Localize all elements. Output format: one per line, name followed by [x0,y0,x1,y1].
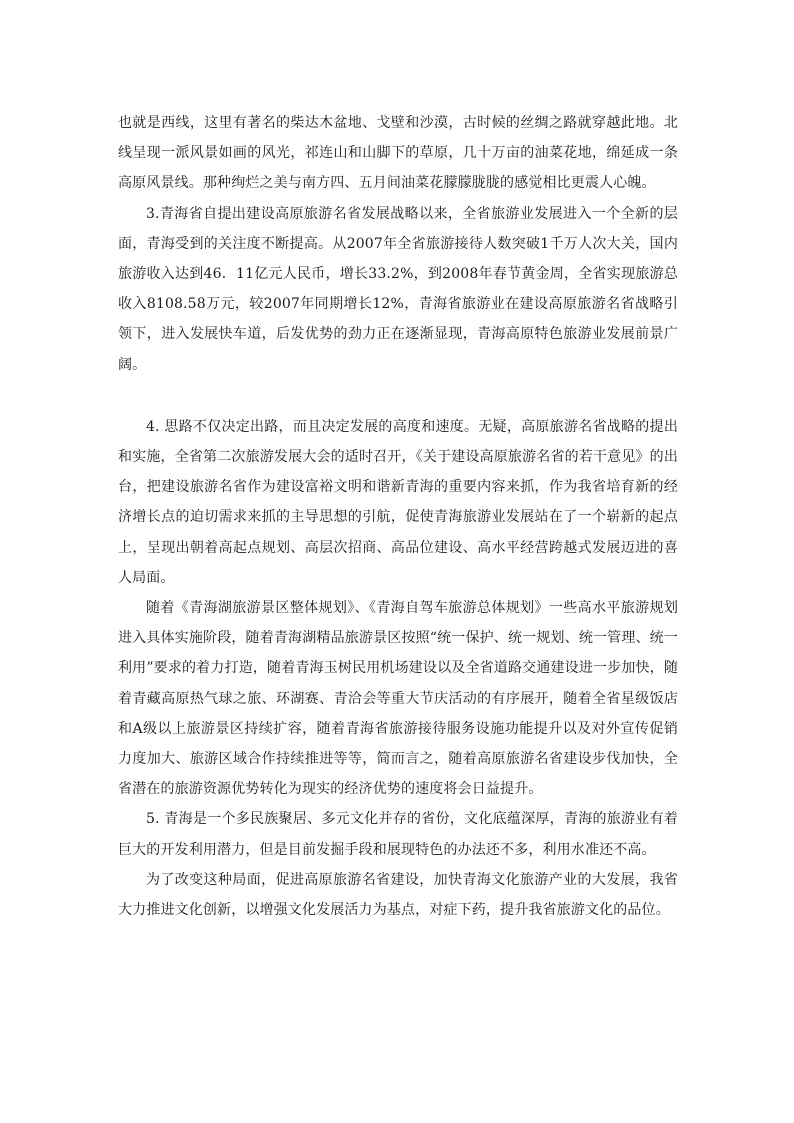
blank-line [118,380,678,412]
document-body [118,108,678,925]
paragraph-west-north-routes: 也就是西线，这里有著名的柴达木盆地、戈壁和沙漠，古时候的丝绸之路就穿越此地。北线呈现一派风景如画的风光，祁连山和山脚下的草原，几十万亩的油菜花地，绵延成一条高原风景线。那种绚烂之美与南方四、五月间油菜花朦朦胧胧的感觉相比更震人心魄。 [118,115,678,192]
paragraph-point-5-culture: 5. 青海是一个多民族聚居、多元文化并存的省份，文化底蕴深厚，青海的旅游业有着巨大的开发利用潜力，但是目前发掘手段和展现特色的办法还不多，利用水准还不高。 [118,811,678,858]
paragraph-planning-progress: 随着《青海湖旅游景区整体规划》、《青海自驾车旅游总体规划》一些高水平旅游规划进入具体实施阶段，随着青海湖精品旅游景区按照“统一保护、统一规划、统一管理、统一利用”要求的着力打造，随着青海玉树民用机场建设以及全省道路交通建设进一步加快，随着青藏高原热气球之旅、环湖赛、青洽会等重大节庆活动的有序展开，随着全省星级饭店和A级以上旅游景区持续扩容，随着青海省旅游接待服务设施功能提升以及对外宣传促销力度加大、旅游区域合作持续推进等等，简而言之，随着高原旅游名省建设步伐加快，全省潜在的旅游资源优势转化为现实的经济优势的速度将会日益提升。 [118,600,678,798]
paragraph-point-4-strategy: 4. 思路不仅决定出路，而且决定发展的高度和速度。无疑，高原旅游名省战略的提出和实施，全省第二次旅游发展大会的适时召开，《关于建设高原旅游名省的若干意见》的出台，把建设旅游名省作为建设富裕文明和谐新青海的重要内容来抓，作为我省培育新的经济增长点的迫切需求来抓的主导思想的引航，促使青海旅游业发展站在了一个崭新的起点上，呈现出朝着高起点规划、高层次招商、高品位建设、高水平经营跨越式发展迈进的喜人局面。 [118,418,678,586]
paragraph-cultural-innovation: 为了改变这种局面，促进高原旅游名省建设，加快青海文化旅游产业的大发展，我省大力推进文化创新，以增强文化发展活力为基点，对症下药，提升我省旅游文化的品位。 [118,871,678,919]
paragraph-point-3-tourism-growth: 3.青海省自提出建设高原旅游名省发展战略以来，全省旅游业发展进入一个全新的层面，青海受到的关注度不断提高。从2007年全省旅游接待人数突破1千万人次大关，国内旅游收入达到46．11亿元人民币，增长33.2%，到2008年春节黄金周，全省实现旅游总收入8108.58万元，较2007年同期增长12%，青海省旅游业在建设高原旅游名省战略引领下，进入发展快车道，后发优势的劲力正在逐渐显现，青海高原特色旅游业发展前景广阔。 [118,205,678,373]
